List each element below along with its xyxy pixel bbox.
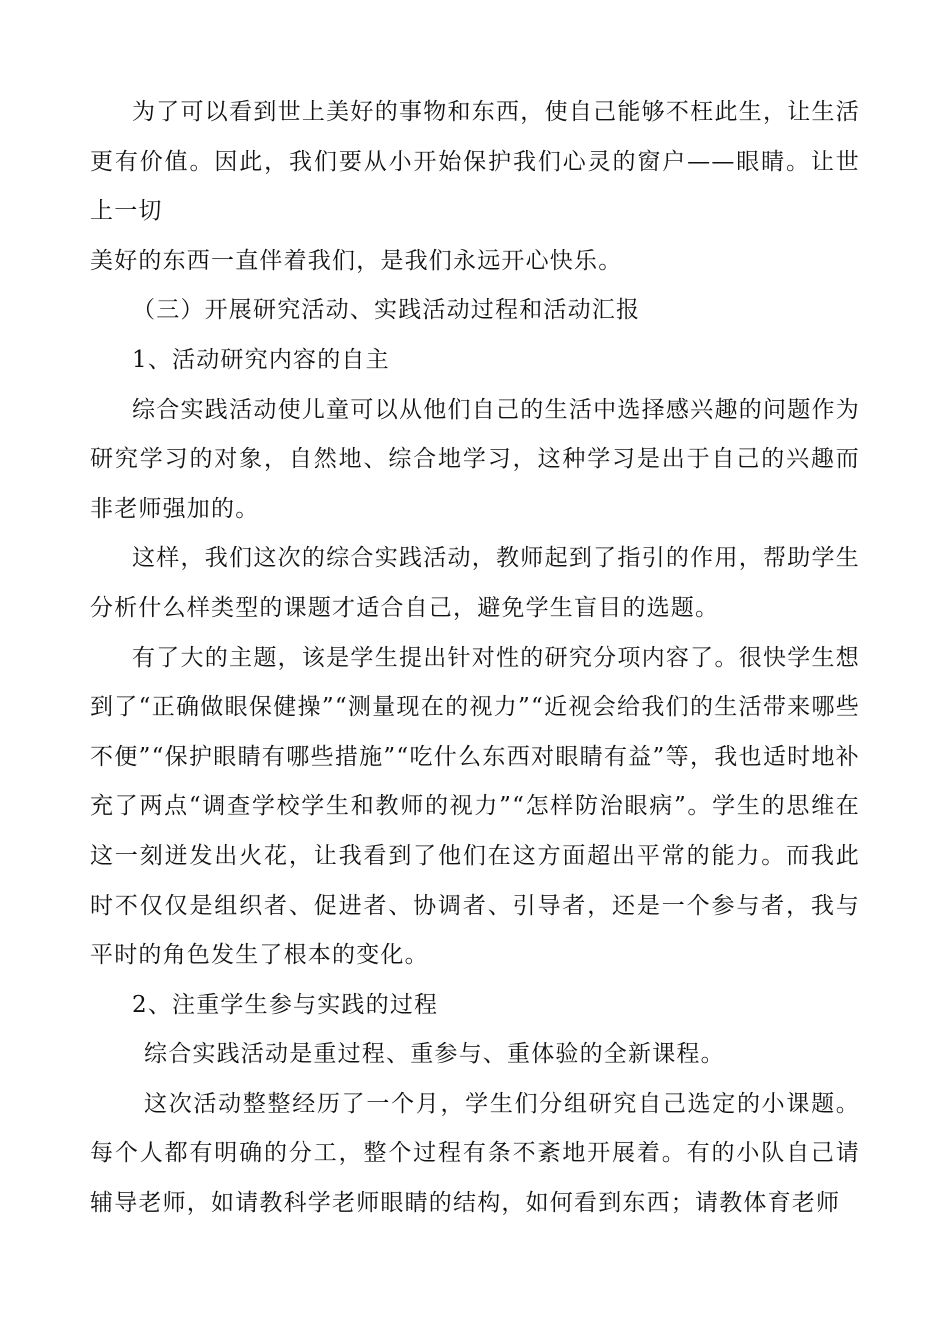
document-page bbox=[90, 88, 860, 1229]
paragraph-intro: 为了可以看到世上美好的事物和东西，使自己能够不枉此生，让生活更有价值。因此，我们要从小开始保护我们心灵的窗户——眼睛。让世上一切 bbox=[90, 99, 860, 225]
paragraph-activity-process: 这次活动整整经历了一个月，学生们分组研究自己选定的小课题。每个人都有明确的分工，整个过程有条不紊地开展着。有的小队自己请辅导老师，如请教科学老师眼睛的结构，如何看到东西；请教体育老师 bbox=[90, 1090, 860, 1217]
paragraph-course-nature: 综合实践活动是重过程、重参与、重体验的全新课程。 bbox=[144, 1041, 725, 1068]
subsection-heading-1: 1、活动研究内容的自主 bbox=[132, 346, 390, 373]
paragraph-autonomy: 综合实践活动使儿童可以从他们自己的生活中选择感兴趣的问题作为研究学习的对象，自然地、综合地学习，这种学习是出于自己的兴趣而非老师强加的。 bbox=[90, 396, 860, 522]
subsection-heading-2: 2、注重学生参与实践的过程 bbox=[132, 991, 439, 1018]
paragraph-research-topics: 有了大的主题，该是学生提出针对性的研究分项内容了。很快学生想到了“正确做眼保健操”“测量现在的视力”“近视会给我们的生活带来哪些不便”“保护眼睛有哪些措施”“吃什么东西对眼睛有益”等，我也适时地补充了两点“调查学校学生和教师的视力”“怎样防治眼病”。学生的思维在这一刻迸发出火花，让我看到了他们在这方面超出平常的能力。而我此时不仅仅是组织者、促进者、协调者、引导者，还是一个参与者，我与平时的角色发生了根本的变化。 bbox=[90, 644, 860, 969]
paragraph-intro-continued: 美好的东西一直伴着我们，是我们永远开心快乐。 bbox=[90, 247, 623, 274]
section-heading-3: （三）开展研究活动、实践活动过程和活动汇报 bbox=[132, 297, 641, 324]
paragraph-teacher-role: 这样，我们这次的综合实践活动，教师起到了指引的作用，帮助学生分析什么样类型的课题才适合自己，避免学生盲目的选题。 bbox=[90, 545, 860, 621]
